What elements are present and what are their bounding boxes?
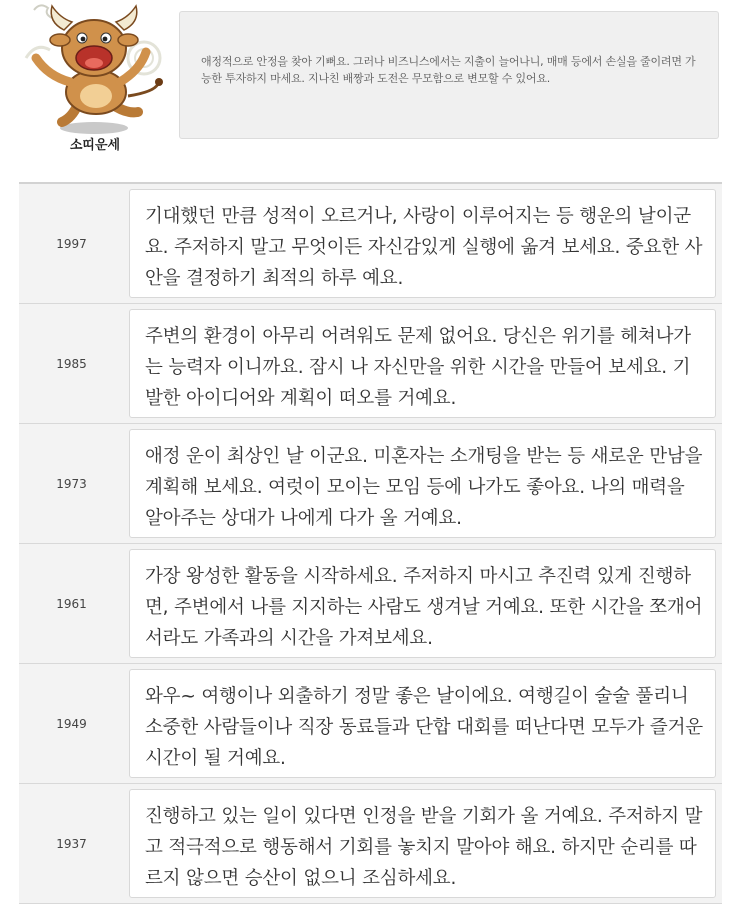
zodiac-summary-box bbox=[179, 11, 719, 139]
table-row bbox=[19, 664, 722, 784]
birth-year-cell: 1937 bbox=[56, 837, 87, 851]
cartoon-ox-icon bbox=[20, 0, 170, 140]
birth-year-cell: 1973 bbox=[56, 477, 87, 491]
birth-year-cell: 1949 bbox=[56, 717, 87, 731]
zodiac-name: 소띠운세 bbox=[69, 138, 121, 153]
table-row bbox=[19, 424, 722, 544]
birth-year-fortune-table bbox=[19, 182, 722, 904]
table-row bbox=[19, 184, 722, 304]
fortune-text-cell: 주변의 환경이 아무리 어려워도 문제 없어요. 당신은 위기를 헤쳐나가는 능력자 이니까요. 잠시 나 자신만을 위한 시간을 만들어 보세요. 기발한 아이디어와 계획이 떠오를 거예요. bbox=[129, 309, 716, 418]
zodiac-summary-text: 애정적으로 안정을 찾아 기뻐요. 그러나 비즈니스에서는 지출이 늘어나니, 매매 등에서 손실을 줄이려면 가능한 투자하지 마세요. 지나친 배짱과 도전은 무모함으로 변모할 수 있어요. bbox=[201, 55, 696, 85]
fortune-text-cell: 가장 왕성한 활동을 시작하세요. 주저하지 마시고 추진력 있게 진행하면, 주변에서 나를 지지하는 사람도 생겨날 거예요. 또한 시간을 쪼개어 서라도 가족과의 시간을 가져보세요. bbox=[129, 549, 716, 658]
birth-year-cell: 1961 bbox=[56, 597, 87, 611]
fortune-text-cell: 애정 운이 최상인 날 이군요. 미혼자는 소개팅을 받는 등 새로운 만남을 계획해 보세요. 여럿이 모이는 모임 등에 나가도 좋아요. 나의 매력을 알아주는 상대가 나에게 다가 올 거예요. bbox=[129, 429, 716, 538]
fortune-text-cell: 기대했던 만큼 성적이 오르거나, 사랑이 이루어지는 등 행운의 날이군요. 주저하지 말고 무엇이든 자신감있게 실행에 옮겨 보세요. 중요한 사안을 결정하기 최적의 하루 예요. bbox=[129, 189, 716, 298]
zodiac-figure bbox=[20, 0, 170, 165]
birth-year-cell: 1997 bbox=[56, 237, 87, 251]
birth-year-cell: 1985 bbox=[56, 357, 87, 371]
fortune-text-cell: 진행하고 있는 일이 있다면 인정을 받을 기회가 올 거예요. 주저하지 말고 적극적으로 행동해서 기회를 놓치지 말아야 해요. 하지만 순리를 따르지 않으면 승산이 없으니 조심하세요. bbox=[129, 789, 716, 898]
table-row bbox=[19, 544, 722, 664]
table-row bbox=[19, 304, 722, 424]
fortune-text-cell: 와우~ 여행이나 외출하기 정말 좋은 날이에요. 여행길이 술술 풀리니 소중한 사람들이나 직장 동료들과 단합 대회를 떠난다면 모두가 즐거운 시간이 될 거예요. bbox=[129, 669, 716, 778]
table-row bbox=[19, 784, 722, 904]
zodiac-header bbox=[0, 0, 750, 165]
